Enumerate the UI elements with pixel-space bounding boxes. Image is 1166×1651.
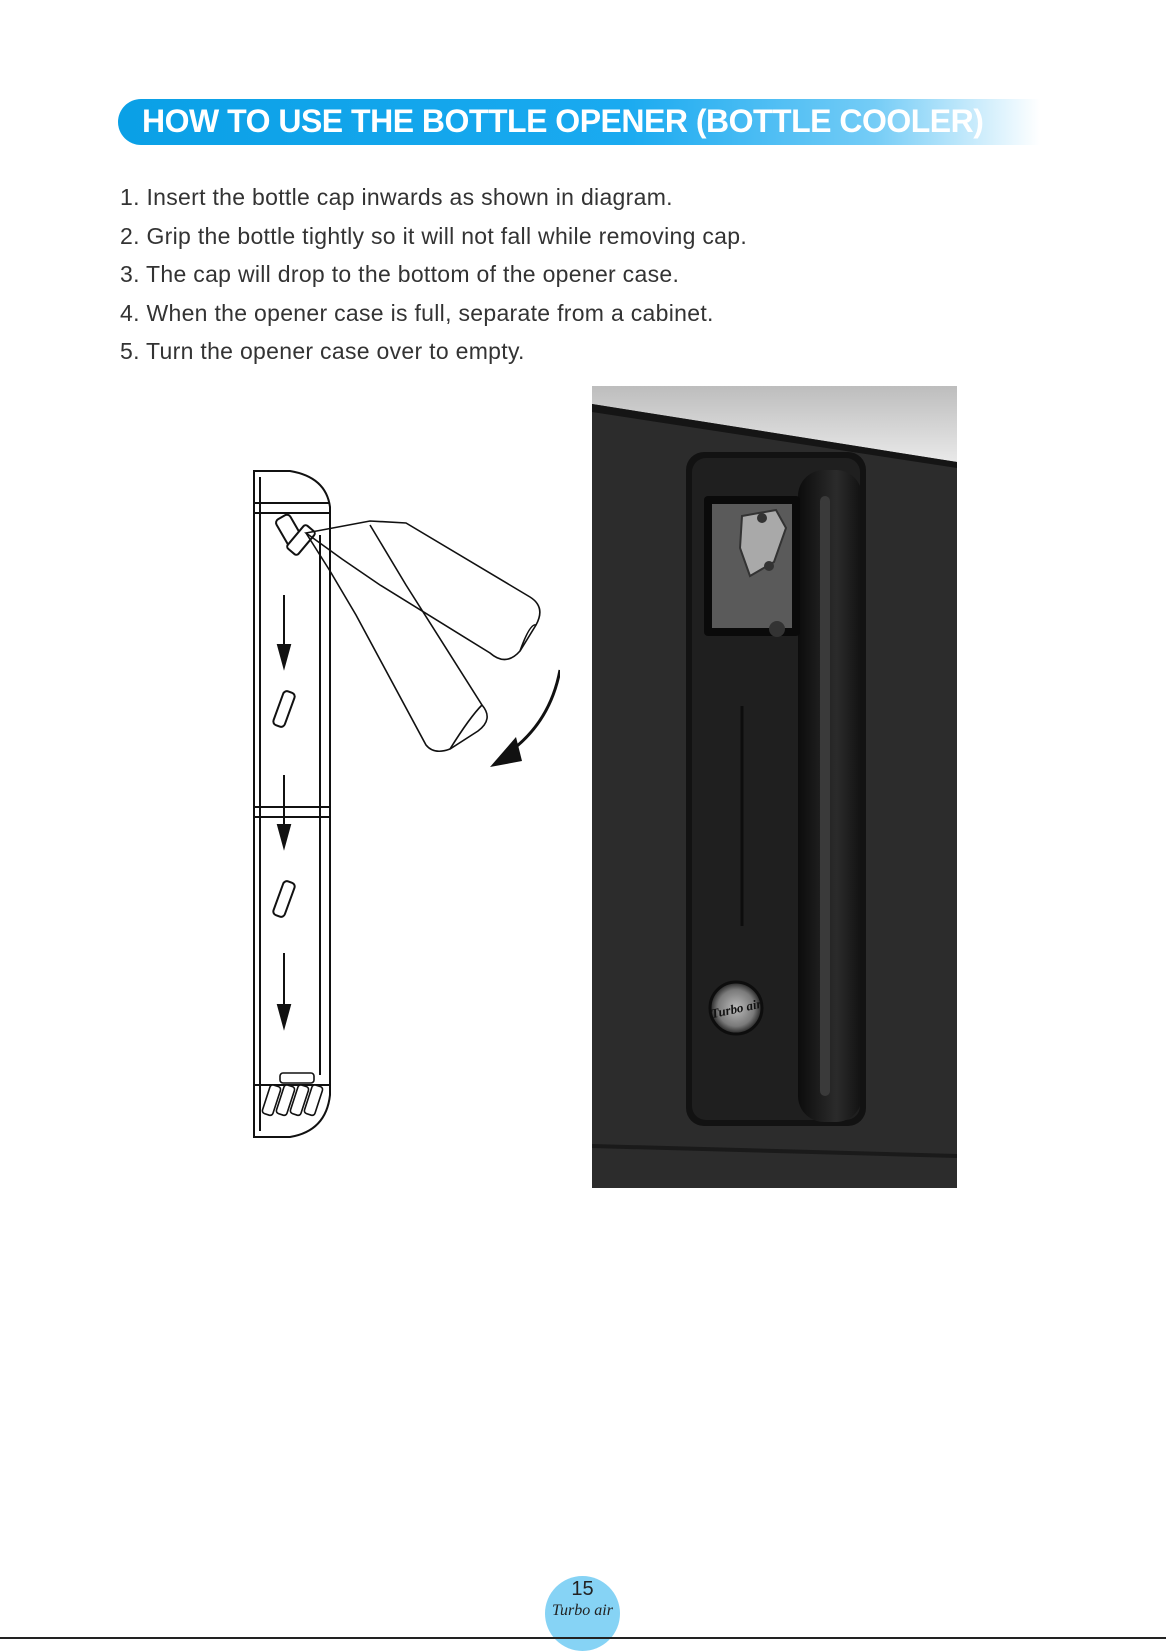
brand-logo-text: Turbo air <box>709 995 763 1022</box>
instruction-step: 4. When the opener case is full, separate from a cabinet. <box>120 299 714 326</box>
instruction-step: 2. Grip the bottle tightly so it will not fall while removing cap. <box>120 222 748 249</box>
instruction-list <box>120 184 747 377</box>
section-title-banner <box>118 99 1040 145</box>
page-number-badge <box>545 1576 620 1651</box>
bottle-cap-icon <box>275 513 316 556</box>
brand-name: Turbo air <box>552 1602 613 1619</box>
instruction-step: 3. The cap will drop to the bottom of the opener case. <box>120 261 680 287</box>
opener-case-outline <box>254 471 330 1137</box>
opener-diagram <box>230 455 560 1145</box>
page-number: 15 <box>571 1578 594 1600</box>
bottle-illustration <box>306 521 540 751</box>
instruction-step: 5. Turn the opener case over to empty. <box>120 338 525 364</box>
down-arrow-icon <box>278 595 290 1027</box>
section-title: HOW TO USE THE BOTTLE OPENER (BOTTLE COOLER) <box>142 103 984 139</box>
opener-photo <box>592 386 957 1188</box>
collected-caps-icon <box>262 1073 324 1116</box>
instruction-step: 1. Insert the bottle cap inwards as shown in diagram. <box>120 184 673 210</box>
